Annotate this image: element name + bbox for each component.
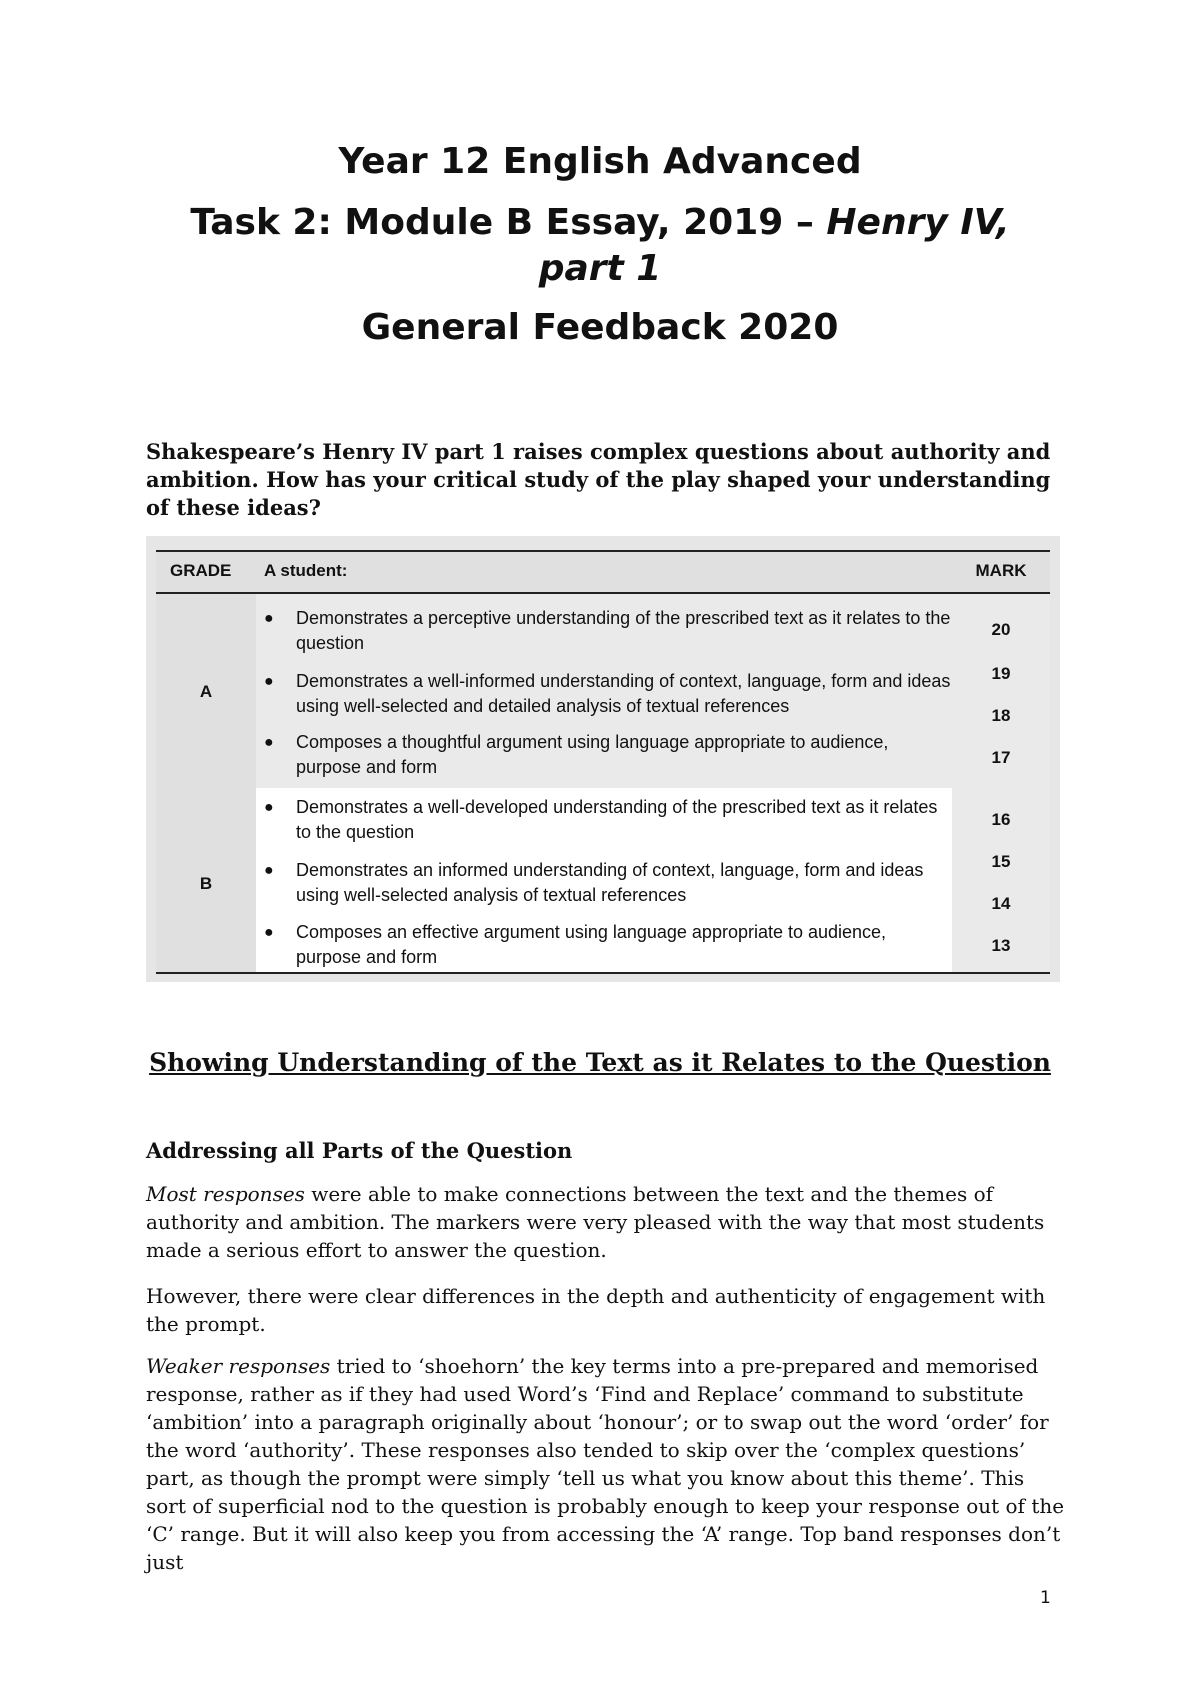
criterion-b-2: ● Demonstrates an informed understanding of context, language, form and ideas using well-selected analysis of textual references (264, 860, 924, 905)
criterion-a-2: ● Demonstrates a well-informed understanding of context, language, form and ideas using well-selected and detailed analysis of textual references (264, 671, 951, 716)
header-grade: GRADE (170, 561, 232, 580)
title-task: Task 2: Module B Essay, 2019 – (190, 202, 827, 243)
title-line-1: Year 12 English Advanced (338, 141, 862, 182)
sub-heading: Addressing all Parts of the Question (146, 1138, 573, 1163)
paragraph-3 (146, 1352, 1066, 1576)
grade-column (156, 594, 256, 972)
mark-19: 19 (991, 664, 1011, 683)
header-student: A student: (264, 561, 348, 580)
title-line-2 (146, 200, 1054, 292)
mark-16: 16 (991, 810, 1011, 829)
paragraph-1-lead: Most responses (146, 1182, 305, 1206)
section-heading: Showing Understanding of the Text as it Relates to the Question (149, 1048, 1051, 1077)
document-title (146, 140, 1054, 350)
criterion-b-3: ● Composes an effective argument using language appropriate to audience, purpose and form (264, 922, 887, 967)
paragraph-3-body: tried to ‘shoehorn’ the key terms into a pre-prepared and memorised response, rather as if they had used Word’s ‘Find and Replace’ command to substitute ‘ambition’ into a paragraph originally about ‘honour’; or to swap out the word ‘order’ for the word ‘authority’. These responses also tended to skip over the ‘complex questions’ part, as though the prompt were simply ‘tell us what you know about this theme’. This sort of superficial nod to the question is probably enough to keep your response out of the ‘C’ range. But it will also keep you from accessing the ‘A’ range. Top band responses don’t just (146, 1354, 1065, 1574)
paragraph-3-lead: Weaker responses (146, 1354, 331, 1378)
criterion-b-1: ● Demonstrates a well-developed understanding of the prescribed text as it relates to the question (264, 797, 938, 842)
header-rule (156, 592, 1050, 594)
page-number: 1 (1040, 1588, 1051, 1608)
mark-14: 14 (991, 894, 1011, 913)
essay-prompt: Shakespeare’s Henry IV part 1 raises complex questions about authority and ambition. How has your critical study of the play shaped your understanding of these ideas? (146, 439, 1051, 520)
mark-15: 15 (991, 852, 1011, 871)
criterion-a-1: ● Demonstrates a perceptive understanding of the prescribed text as it relates to the question (264, 608, 951, 653)
paragraph-2: However, there were clear differences in the depth and authenticity of engagement with the prompt. (146, 1284, 1046, 1336)
rubric-table (156, 550, 1050, 974)
criterion-a-3: ● Composes a thoughtful argument using language appropriate to audience, purpose and form (264, 732, 889, 777)
marking-rubric (146, 536, 1060, 982)
mark-18: 18 (991, 706, 1011, 725)
grade-b-label: B (199, 874, 213, 893)
paragraph-1 (146, 1180, 1066, 1264)
paragraph-1-body: were able to make connections between the text and the themes of authority and ambition. The markers were very pleased with the way that most students made a serious effort to answer the question. (146, 1182, 1045, 1262)
mark-17: 17 (991, 748, 1011, 767)
header-mark: MARK (975, 561, 1027, 580)
mark-13: 13 (991, 936, 1011, 955)
grade-a-label: A (199, 682, 213, 701)
title-play: Henry IV, part 1 (538, 202, 1010, 289)
mark-20: 20 (991, 620, 1011, 639)
title-line-3: General Feedback 2020 (361, 307, 839, 348)
